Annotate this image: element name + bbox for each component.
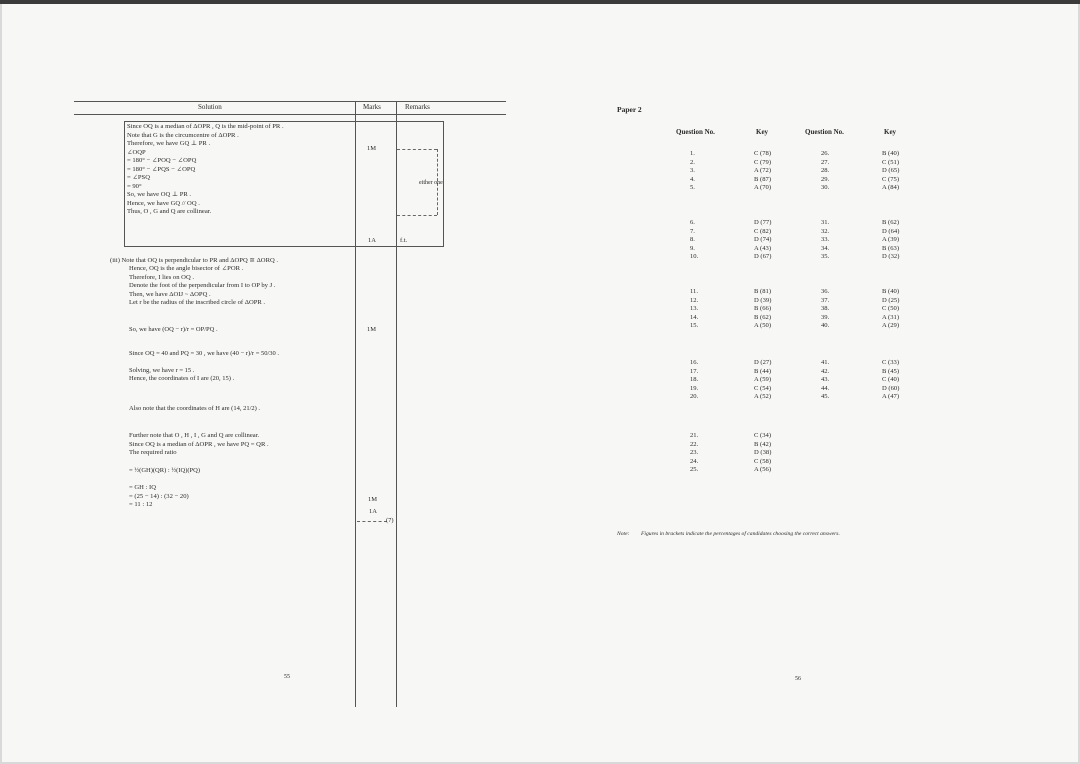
answer-key: D (60) (882, 384, 900, 392)
question-numbers-1 (690, 359, 698, 402)
answer-key: A (50) (754, 322, 772, 330)
question-number: 22. (690, 440, 699, 448)
header-question-1: Question No. (676, 128, 715, 136)
keys-2 (882, 359, 899, 402)
solution-line: Then, we have ΔOIJ ~ ΔOPQ . (129, 290, 211, 298)
answer-key: D (65) (882, 167, 900, 175)
question-number: 13. (690, 305, 699, 313)
question-number: 1. (690, 150, 695, 157)
answer-key: B (62) (882, 219, 900, 226)
question-number: 37. (821, 296, 830, 304)
solution-line: Let r be the radius of the inscribed circle of ΔOPR . (129, 299, 266, 307)
total-rule (357, 521, 387, 522)
paper-title: Paper 2 (617, 105, 642, 114)
question-number: 20. (690, 393, 699, 401)
answer-key: C (79) (754, 158, 772, 166)
question-number: 15. (690, 322, 699, 330)
question-numbers-2 (821, 219, 829, 262)
question-number: 21. (690, 432, 699, 439)
mark-2: 1A (368, 237, 376, 244)
answer-key: D (39) (754, 296, 772, 304)
question-number: 24. (690, 457, 699, 465)
scanned-page (2, 4, 1078, 762)
solution-line: (iii) Note that OQ is perpendicular to PR and ΔOPQ ≅ ΔORQ . (110, 257, 279, 264)
solution-line: Denote the foot of the perpendicular from I to OP by J . (129, 282, 276, 290)
question-number: 34. (821, 244, 830, 252)
question-number: 25. (690, 466, 699, 474)
question-number: 11. (690, 288, 698, 295)
solution-line: Solving, we have r = 15 . (129, 367, 195, 374)
question-number: 16. (690, 359, 699, 366)
keys-1 (754, 359, 771, 402)
question-numbers-2 (821, 288, 829, 331)
answer-key: C (33) (882, 359, 900, 366)
solution-line: Therefore, I lies on OQ . (129, 273, 194, 281)
question-number: 14. (690, 313, 699, 321)
question-number: 4. (690, 175, 695, 183)
solution-line: Thus, O , G and Q are collinear. (127, 208, 212, 216)
answer-key: D (32) (882, 253, 900, 261)
answer-key: B (45) (882, 367, 900, 375)
question-number: 32. (821, 227, 830, 235)
question-number: 26. (821, 150, 830, 157)
answer-key: A (31) (882, 313, 900, 321)
question-numbers-1 (690, 288, 698, 331)
question-number: 35. (821, 253, 830, 261)
question-number: 5. (690, 184, 695, 192)
answer-key: C (34) (754, 432, 772, 439)
answer-key: A (72) (754, 167, 772, 175)
mark-3: 1M (367, 326, 377, 333)
question-number: 2. (690, 158, 695, 166)
answer-key: B (81) (754, 288, 772, 295)
solution-line: = 90° (127, 182, 142, 190)
solution-line: Hence, we have GQ // OQ . (127, 199, 200, 207)
answer-key: D (64) (882, 227, 900, 235)
question-number: 36. (821, 288, 830, 295)
keys-2 (882, 288, 899, 331)
question-number: 33. (821, 236, 830, 244)
answer-key: A (43) (754, 244, 772, 252)
answer-key: B (87) (754, 175, 772, 183)
solution-line: Therefore, we have GQ ⊥ PR . (127, 140, 211, 148)
solution-line: = ∠PSQ (127, 174, 150, 182)
page-number-left: 55 (284, 674, 290, 680)
answer-key: A (70) (754, 184, 772, 192)
answer-key: B (44) (754, 367, 772, 375)
answer-key: A (29) (882, 322, 900, 330)
solution-line: So, we have OQ ⊥ PR . (127, 191, 192, 199)
solution-line (127, 217, 284, 226)
answer-key: A (59) (754, 376, 772, 384)
page-number-right: 56 (795, 676, 801, 682)
answer-key: D (25) (882, 296, 900, 304)
question-number: 8. (690, 236, 695, 244)
answer-key: A (47) (882, 393, 900, 401)
marks-header: Marks (363, 103, 381, 111)
question-number: 9. (690, 244, 695, 252)
solution-line: Hence, the coordinates of I are (20, 15) . (129, 375, 235, 382)
answer-key: B (62) (754, 313, 772, 321)
question-number: 3. (690, 167, 695, 175)
header-question-2: Question No. (805, 128, 844, 136)
answer-key: D (67) (754, 253, 772, 261)
answer-key: B (42) (754, 440, 772, 448)
answer-key: C (82) (754, 227, 772, 235)
answer-key: C (40) (882, 376, 900, 384)
keys-1 (754, 150, 771, 193)
solution-line: Since OQ is a median of ΔOPR , we have PQ = QR . (129, 440, 269, 448)
question-number: 30. (821, 184, 830, 192)
answer-key: A (52) (754, 393, 772, 401)
box-lines (127, 123, 284, 243)
answer-key: A (39) (882, 236, 900, 244)
answer-key: B (66) (754, 305, 772, 313)
note-text: Figures in brackets indicate the percentages of candidates choosing the correct answers. (641, 531, 840, 537)
keys-1 (754, 288, 771, 331)
answer-key: C (58) (754, 457, 772, 465)
solution-line: = GH : IQ (129, 484, 156, 491)
answer-key: D (27) (754, 359, 772, 366)
top-edge (0, 0, 1080, 4)
keys-2 (882, 219, 899, 262)
answer-key: A (84) (882, 184, 900, 192)
remarks-header: Remarks (405, 103, 430, 111)
answer-key: C (75) (882, 175, 900, 183)
solution-line: Further note that O , H , I , G and Q are collinear. (129, 432, 260, 439)
question-number: 38. (821, 305, 830, 313)
question-numbers-1 (690, 432, 698, 475)
header-key-1: Key (756, 128, 769, 136)
question-number: 31. (821, 219, 830, 226)
header-key-2: Key (884, 128, 897, 136)
solution-line: ∠OQP (127, 148, 146, 156)
solution-line: = ½(GH)(QR) : ½(IQ)(PQ) (129, 467, 200, 474)
answer-key: C (54) (754, 384, 772, 392)
question-number: 6. (690, 219, 695, 226)
solution-line: Since OQ is a median of ΔOPR , Q is the mid-point of PR . (127, 123, 284, 130)
question-numbers-1 (690, 150, 695, 193)
question-number: 23. (690, 449, 699, 457)
keys-1 (754, 219, 771, 262)
ft-remark: f.t. (400, 237, 408, 244)
solution-line: Note that G is the circumcentre of ΔOPR . (127, 131, 239, 139)
solution-line: The required ratio (129, 449, 177, 457)
bracket-top (397, 149, 437, 150)
mark-4: 1M (368, 496, 378, 503)
part-iii-final (129, 484, 189, 510)
table-top-rule (74, 101, 506, 102)
solution-line: = 11 : 12 (129, 501, 153, 509)
solution-line: Also note that the coordinates of H are (14, 21/2) . (129, 405, 261, 412)
answer-key: D (74) (754, 236, 772, 244)
either-one-remark: either one (419, 180, 443, 186)
answer-key: C (78) (754, 150, 772, 157)
question-number: 10. (690, 253, 699, 261)
answer-key: B (40) (882, 288, 900, 295)
solution-line: = (25 − 14) : (32 − 20) (129, 492, 189, 500)
solution-header: Solution (198, 103, 222, 111)
table-header-rule (74, 114, 506, 115)
part-iii-tail (129, 432, 269, 458)
mark-1: 1M (367, 145, 377, 152)
part-iii-body (129, 265, 275, 316)
question-number: 41. (821, 359, 830, 366)
question-number: 44. (821, 384, 830, 392)
solution-line (127, 234, 284, 243)
question-number: 42. (821, 367, 830, 375)
question-number: 40. (821, 322, 830, 330)
answer-key: B (63) (882, 244, 900, 252)
question-number: 12. (690, 296, 699, 304)
solution-line: Hence, OQ is the angle bisector of ∠POR . (129, 265, 244, 272)
question-numbers-2 (821, 359, 829, 402)
question-number: 19. (690, 384, 699, 392)
bracket-bottom (397, 215, 437, 216)
answer-key: C (50) (882, 305, 900, 313)
keys-2 (882, 150, 899, 193)
question-numbers-2 (821, 150, 829, 193)
solution-line (129, 308, 275, 317)
question-number: 29. (821, 175, 830, 183)
question-number: 43. (821, 376, 830, 384)
total-marks: (7) (386, 517, 394, 524)
answer-key: C (51) (882, 158, 900, 166)
answer-key: B (40) (882, 150, 900, 157)
question-number: 28. (821, 167, 830, 175)
solution-line (127, 226, 284, 235)
solution-line: Since OQ = 40 and PQ = 30 , we have (40 − r)/r = 50/30 . (129, 350, 280, 357)
answer-key: D (77) (754, 219, 772, 226)
question-number: 27. (821, 158, 830, 166)
solution-line: = 180° − ∠POQ − ∠OPQ (127, 157, 197, 165)
question-number: 18. (690, 376, 699, 384)
question-number: 45. (821, 393, 830, 401)
keys-1 (754, 432, 771, 475)
note-label: Note: (617, 531, 630, 537)
question-number: 17. (690, 367, 699, 375)
answer-key: A (56) (754, 466, 772, 474)
solution-line: = 180° − ∠PQS − ∠OPQ (127, 165, 196, 173)
mark-5: 1A (369, 508, 377, 515)
question-number: 7. (690, 227, 695, 235)
question-numbers-1 (690, 219, 698, 262)
solution-line: So, we have (OQ − r)/r = OP/PQ . (129, 326, 218, 333)
question-number: 39. (821, 313, 830, 321)
answer-key: D (38) (754, 449, 772, 457)
